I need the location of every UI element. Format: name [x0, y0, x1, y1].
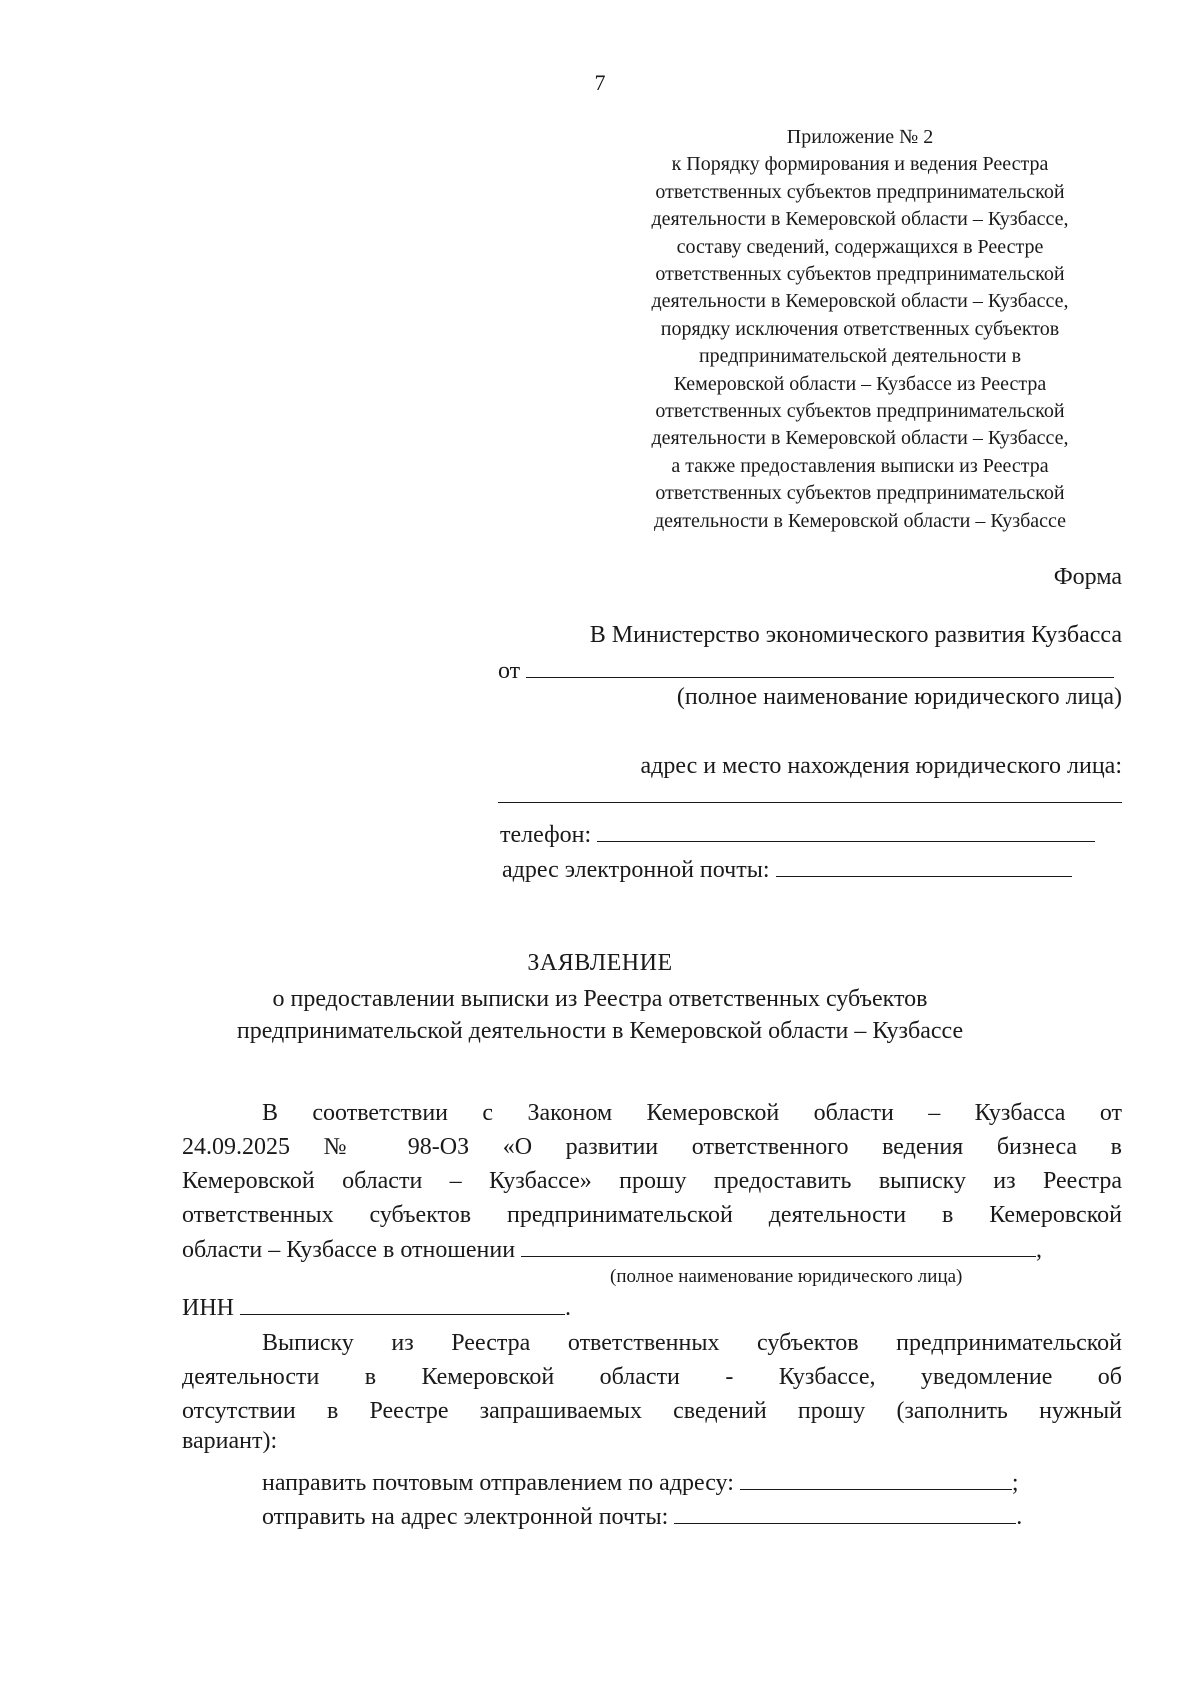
punctuation: . [1016, 1504, 1023, 1530]
phone-field-row [500, 817, 1095, 849]
punctuation: ; [1011, 1470, 1019, 1496]
from-field-row [498, 653, 1114, 685]
paragraph-request [182, 1096, 1122, 1232]
paragraph-line: деятельности в Кемеровской области - Кузбассе, уведомление об [182, 1364, 1122, 1390]
address-blank-line [498, 784, 1122, 803]
annex-line: деятельности в Кемеровской области – Кузбассе, [651, 290, 1069, 313]
punctuation: . [565, 1295, 571, 1321]
punctuation: , [1036, 1237, 1043, 1263]
annex-line: а также предоставления выписки из Реестра [671, 454, 1049, 477]
statement-subtitle: о предоставлении выписки из Реестра ответственных субъектов [272, 986, 928, 1012]
from-label: от [498, 658, 521, 684]
addressee-ministry: В Министерство экономического развития Кузбасса [589, 622, 1122, 648]
page-number: 7 [594, 70, 606, 95]
paragraph-line: ответственных субъектов предпринимательской деятельности в Кемеровской [182, 1202, 1122, 1228]
paragraph-line: Кемеровской области – Кузбассе» прошу предоставить выписку из Реестра [182, 1168, 1122, 1194]
post-address-blank-line [740, 1465, 1012, 1490]
annex-line: деятельности в Кемеровской области – Кузбассе, [651, 208, 1069, 231]
paragraph-line: Выписку из Реестра ответственных субъектов предпринимательской [262, 1330, 1122, 1356]
annex-line: деятельности в Кемеровской области – Кузбассе [653, 509, 1067, 532]
paragraph-line: области – Кузбассе в отношении [182, 1237, 516, 1263]
annex-line: составу сведений, содержащихся в Реестре [676, 235, 1044, 258]
address-label: адрес и место нахождения юридического лица: [640, 753, 1122, 779]
inn-blank-line [240, 1290, 565, 1315]
annex-line: ответственных субъектов предпринимательской [655, 400, 1065, 423]
option-post-row [262, 1465, 1019, 1497]
annex-line: ответственных субъектов предпринимательской [655, 482, 1065, 505]
paragraph-line: отсутствии в Реестре запрашиваемых сведений прошу (заполнить нужный [182, 1398, 1122, 1424]
email-blank-line [776, 852, 1072, 877]
inn-field-row [182, 1290, 571, 1322]
annex-line: предпринимательской деятельности в [698, 345, 1022, 368]
annex-line: к Порядку формирования и ведения Реестра [671, 153, 1049, 176]
entity-name-blank-line [521, 1232, 1036, 1257]
paragraph-delivery [182, 1326, 1122, 1428]
email-field-row [502, 852, 1072, 884]
option-email-row [262, 1499, 1022, 1531]
option-post-label: направить почтовым отправлением по адресу: [262, 1470, 734, 1496]
email-label: адрес электронной почты: [502, 857, 770, 883]
annex-line: ответственных субъектов предпринимательской [655, 180, 1065, 203]
annex-line: деятельности в Кемеровской области – Кузбассе, [651, 427, 1069, 450]
inn-label: ИНН [182, 1295, 234, 1321]
annex-line: ответственных субъектов предпринимательской [655, 263, 1065, 286]
option-email-label: отправить на адрес электронной почты: [262, 1504, 669, 1530]
paragraph-line: В соответствии с Законом Кемеровской области – Кузбасса от [262, 1100, 1122, 1126]
annex-line: порядку исключения ответственных субъектов [660, 317, 1060, 340]
email-address-blank-line [674, 1499, 1016, 1524]
paragraph-line: 24.09.2025 № 98-ОЗ «О развитии ответственного ведения бизнеса в [182, 1134, 1122, 1160]
from-blank-line [526, 653, 1114, 678]
annex-line: Приложение № 2 [786, 126, 934, 148]
statement-subtitle: предпринимательской деятельности в Кемеровской области – Кузбассе [236, 1018, 964, 1044]
statement-title: ЗАЯВЛЕНИЕ [527, 950, 673, 976]
phone-label: телефон: [500, 822, 592, 848]
phone-blank-line [597, 817, 1095, 842]
from-caption: (полное наименование юридического лица) [676, 684, 1122, 710]
entity-name-caption: (полное наименование юридического лица) [610, 1266, 963, 1287]
annex-line: Кемеровской области – Кузбассе из Реестра [673, 372, 1047, 395]
form-label: Форма [1053, 564, 1122, 590]
annex-header [600, 124, 1120, 535]
paragraph-request-last-line [182, 1232, 1042, 1264]
paragraph-line: вариант): [182, 1428, 278, 1454]
